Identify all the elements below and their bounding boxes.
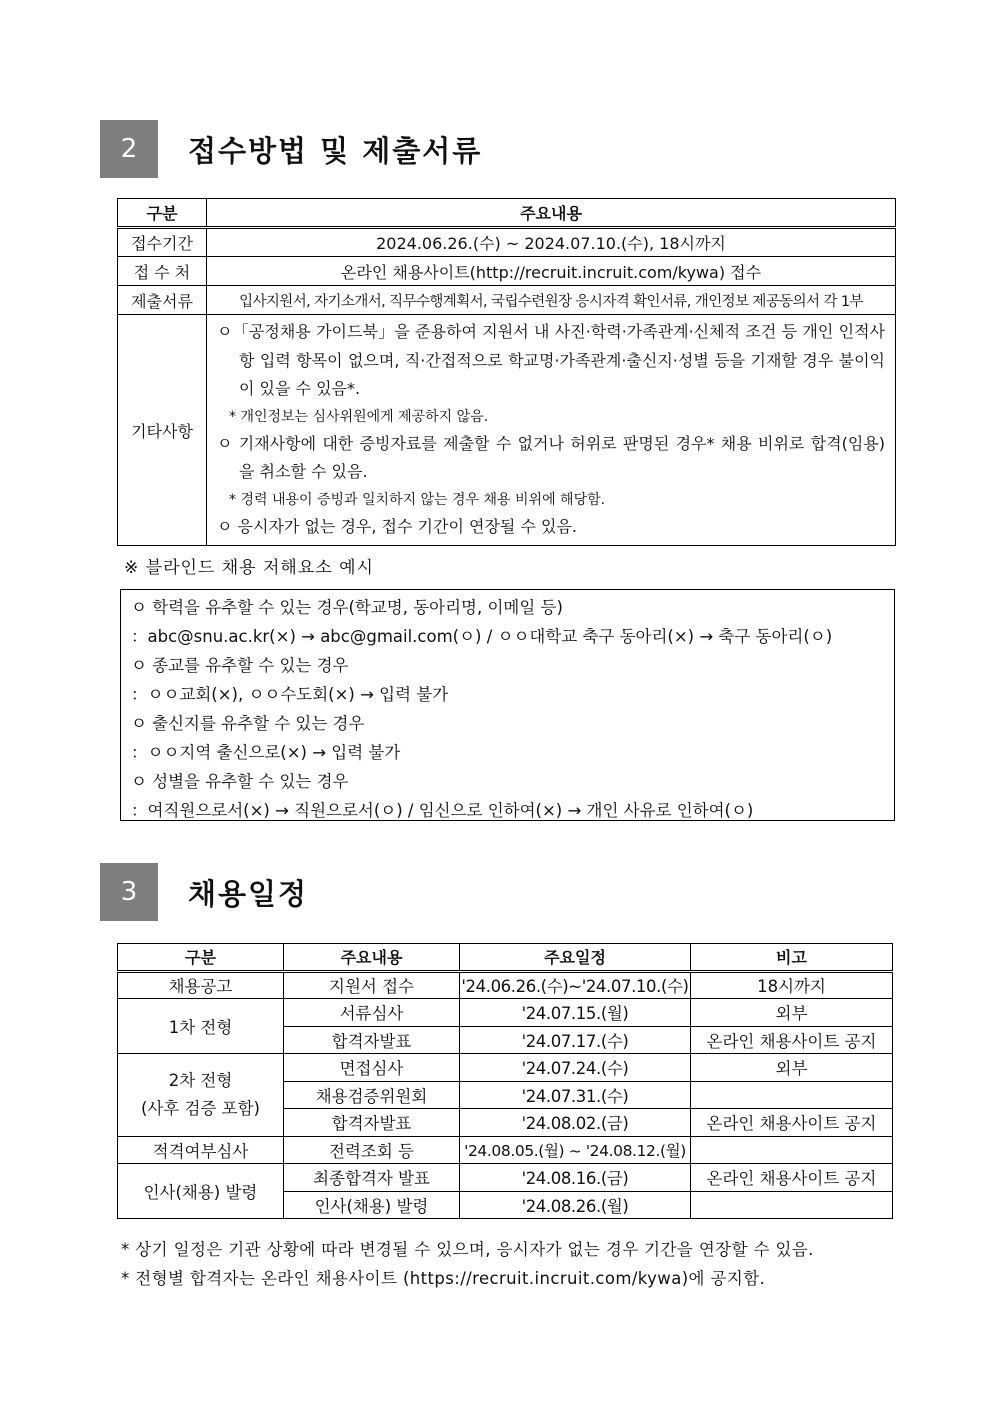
blind-example-line: ㅇ 출신지를 유추할 수 있는 경우 bbox=[131, 714, 365, 733]
schedule-note bbox=[691, 1081, 893, 1109]
table-row bbox=[118, 228, 896, 257]
schedule-date: '24.07.17.(수) bbox=[460, 1026, 691, 1054]
row-label: 접 수 처 bbox=[118, 257, 207, 286]
schedule-date: '24.07.24.(수) bbox=[460, 1054, 691, 1082]
row-label: 접수기간 bbox=[118, 228, 207, 257]
schedule-content: 전력조회 등 bbox=[284, 1136, 460, 1164]
schedule-content: 합격자발표 bbox=[284, 1109, 460, 1137]
blind-example-line: ：ㅇㅇ교회(×), ㅇㅇ수도회(×) → 입력 불가 bbox=[131, 685, 449, 704]
row-value: 입사지원서, 자기소개서, 직무수행계획서, 국립수련원장 응시자격 확인서류, 개인정보 제공동의서 각 1부 bbox=[207, 286, 896, 315]
schedule-date: '24.06.26.(수)~'24.07.10.(수) bbox=[460, 971, 691, 999]
schedule-content: 합격자발표 bbox=[284, 1026, 460, 1054]
schedule-date: '24.07.15.(월) bbox=[460, 999, 691, 1027]
blind-example-line: ：ㅇㅇ지역 출신으로(×) → 입력 불가 bbox=[131, 743, 401, 762]
schedule-content: 서류심사 bbox=[284, 999, 460, 1027]
table-row bbox=[118, 999, 893, 1027]
table-row bbox=[118, 286, 896, 315]
table-row bbox=[118, 971, 893, 999]
row-value: 2024.06.26.(수) ~ 2024.07.10.(수), 18시까지 bbox=[207, 228, 896, 257]
schedule-date: '24.08.05.(월) ~ '24.08.12.(월) bbox=[460, 1136, 691, 1164]
group-name: 적격여부심사 bbox=[118, 1136, 284, 1164]
etc-item: ㅇ 기재사항에 대한 증빙자료를 제출할 수 없거나 허위로 판명된 경우* 채용 비위로 합격(임용)을 취소할 수 있음. bbox=[217, 433, 885, 481]
table-header-category: 구분 bbox=[118, 199, 207, 228]
table-header-content: 주요내용 bbox=[207, 199, 896, 228]
schedule-note: 18시까지 bbox=[691, 971, 893, 999]
schedule-note: 온라인 채용사이트 공지 bbox=[691, 1109, 893, 1137]
etc-note: * 개인정보는 심사위원에게 제공하지 않음. bbox=[229, 408, 489, 425]
group-name: 1차 전형 bbox=[118, 999, 284, 1054]
schedule-date: '24.08.26.(월) bbox=[460, 1191, 691, 1219]
blind-hiring-examples-box bbox=[120, 589, 895, 821]
schedule-note bbox=[691, 1191, 893, 1219]
blind-hiring-title: ※ 블라인드 채용 저해요소 예시 bbox=[124, 558, 374, 578]
schedule-content: 면접심사 bbox=[284, 1054, 460, 1082]
schedule-date: '24.08.16.(금) bbox=[460, 1164, 691, 1192]
schedule-note: 외부 bbox=[691, 999, 893, 1027]
schedule-note: 외부 bbox=[691, 1054, 893, 1082]
table-row-etc bbox=[118, 315, 896, 546]
schedule-content: 인사(채용) 발령 bbox=[284, 1191, 460, 1219]
section-title: 접수방법 및 제출서류 bbox=[188, 133, 483, 168]
section-number-badge: 3 bbox=[100, 863, 158, 921]
section-number-badge: 2 bbox=[100, 120, 158, 178]
section-2-heading bbox=[100, 120, 482, 178]
table-header-category: 구분 bbox=[118, 944, 284, 972]
section-title: 채용일정 bbox=[188, 876, 309, 911]
blind-example-line: ：여직원으로서(×) → 직원으로서(ㅇ) / 임신으로 인하여(×) → 개인 사유로 인하여(ㅇ) bbox=[131, 801, 754, 820]
etc-note: * 경력 내용이 증빙과 일치하지 않는 경우 채용 비위에 해당함. bbox=[229, 491, 606, 508]
etc-item: ㅇ「공정채용 가이드북」을 준용하여 지원서 내 사진·학력·가족관계·신체적 조건 등 개인 인적사항 입력 항목이 없으며, 직·간접적으로 학교명·가족관계·출신지·성별 등을 기재할 경우 불이익이 있을 수 있음*. bbox=[217, 322, 885, 398]
schedule-date: '24.08.02.(금) bbox=[460, 1109, 691, 1137]
table-row bbox=[118, 1054, 893, 1082]
recruitment-schedule-table bbox=[117, 943, 893, 1219]
schedule-note: 온라인 채용사이트 공지 bbox=[691, 1026, 893, 1054]
table-header-content: 주요내용 bbox=[284, 944, 460, 972]
etc-item: ㅇ 응시자가 없는 경우, 접수 기간이 연장될 수 있음. bbox=[217, 516, 577, 536]
table-row bbox=[118, 257, 896, 286]
group-name: 채용공고 bbox=[118, 971, 284, 999]
row-value: 온라인 채용사이트(http://recruit.incruit.com/kywa) 접수 bbox=[207, 257, 896, 286]
table-row bbox=[118, 1136, 893, 1164]
schedule-note: 온라인 채용사이트 공지 bbox=[691, 1164, 893, 1192]
application-method-table bbox=[117, 198, 896, 546]
footnote: * 전형별 합격자는 온라인 채용사이트 (https://recruit.incruit.com/kywa)에 공지함. bbox=[121, 1269, 766, 1288]
table-header-schedule: 주요일정 bbox=[460, 944, 691, 972]
schedule-content: 채용검증위원회 bbox=[284, 1081, 460, 1109]
etc-content bbox=[207, 315, 896, 546]
schedule-date: '24.07.31.(수) bbox=[460, 1081, 691, 1109]
row-label: 제출서류 bbox=[118, 286, 207, 315]
blind-example-line: ㅇ 성별을 유추할 수 있는 경우 bbox=[131, 772, 349, 791]
table-row bbox=[118, 1164, 893, 1192]
schedule-content: 최종합격자 발표 bbox=[284, 1164, 460, 1192]
schedule-content: 지원서 접수 bbox=[284, 971, 460, 999]
blind-example-line: ㅇ 학력을 유추할 수 있는 경우(학교명, 동아리명, 이메일 등) bbox=[131, 598, 563, 617]
footnote: * 상기 일정은 기관 상황에 따라 변경될 수 있으며, 응시자가 없는 경우 기간을 연장할 수 있음. bbox=[121, 1240, 814, 1259]
group-name: 인사(채용) 발령 bbox=[118, 1164, 284, 1219]
section-3-heading bbox=[100, 863, 308, 921]
table-header-note: 비고 bbox=[691, 944, 893, 972]
blind-example-line: ：abc@snu.ac.kr(×) → abc@gmail.com(ㅇ) / ㅇㅇ대학교 축구 동아리(×) → 축구 동아리(ㅇ) bbox=[131, 627, 833, 646]
group-name: 2차 전형 (사후 검증 포함) bbox=[118, 1054, 284, 1137]
blind-example-line: ㅇ 종교를 유추할 수 있는 경우 bbox=[131, 656, 349, 675]
row-label: 기타사항 bbox=[118, 315, 207, 546]
schedule-note bbox=[691, 1136, 893, 1164]
